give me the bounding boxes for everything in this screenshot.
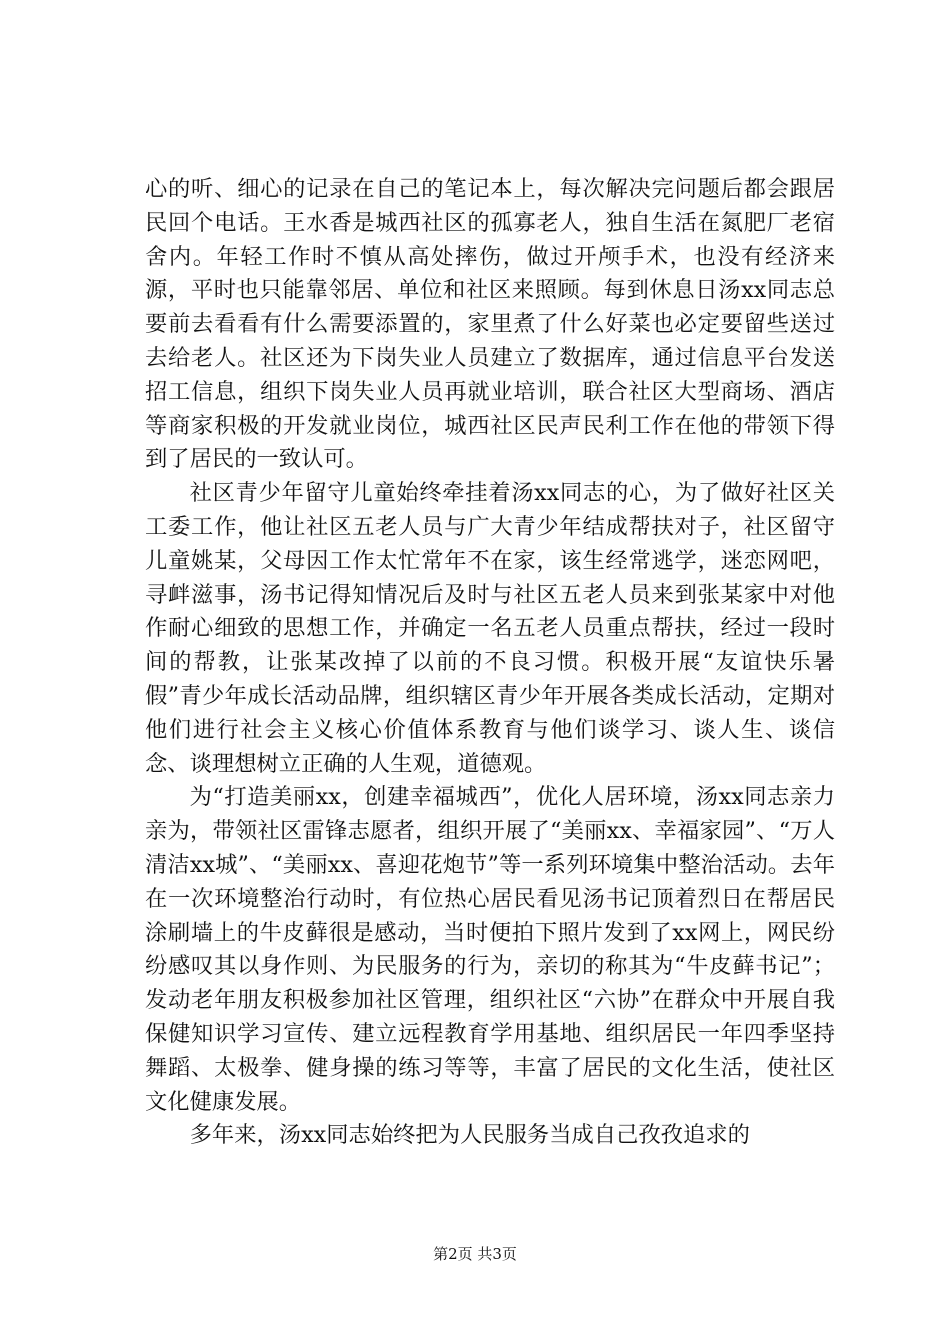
- paragraph-3: 为“打造美丽xx，创建幸福城西”，优化人居环境，汤xx同志亲力亲为，带领社区雷锋志愿者，组织开展了“美丽xx、幸福家园”、“万人清洁xx城”、“美丽xx、喜迎花炮节”等一系列环境集中整治活动。去年在一次环境整治行动时，有位热心居民看见汤书记顶着烈日在帮居民涂刷墙上的牛皮藓很是感动，当时便拍下照片发到了xx网上，网民纷纷感叹其以身作则、为民服务的行为，亲切的称其为“牛皮藓书记”；发动老年朋友积极参加社区管理，组织社区“六协”在群众中开展自我保健知识学习宣传、建立远程教育学用基地、组织居民一年四季坚持舞蹈、太极拳、健身操的练习等等，丰富了居民的文化生活，使社区文化健康发展。: [145, 784, 835, 1115]
- paragraph-1: 心的听、细心的记录在自己的笔记本上，每次解决完问题后都会跟居民回个电话。王水香是城西社区的孤寡老人，独自生活在氮肥厂老宿舍内。年轻工作时不慎从高处摔伤，做过开颅手术，也没有经济来源，平时也只能靠邻居、单位和社区来照顾。每到休息日汤xx同志总要前去看看有什么需要添置的，家里煮了什么好菜也必定要留些送过去给老人。社区还为下岗失业人员建立了数据库，通过信息平台发送招工信息，组织下岗失业人员再就业培训，联合社区大型商场、酒店等商家积极的开发就业岗位，城西社区民声民利工作在他的带领下得到了居民的一致认可。: [145, 176, 835, 473]
- page-footer: 第2页 共3页: [433, 1245, 517, 1263]
- paragraph-4: 多年来，汤xx同志始终把为人民服务当成自己孜孜追求的: [189, 1122, 750, 1149]
- paragraph-2: 社区青少年留守儿童始终牵挂着汤xx同志的心，为了做好社区关工委工作，他让社区五老人员与广大青少年结成帮扶对子，社区留守儿童姚某，父母因工作太忙常年不在家，该生经常逃学，迷恋网吧，寻衅滋事，汤书记得知情况后及时与社区五老人员来到张某家中对他作耐心细致的思想工作，并确定一名五老人员重点帮扶，经过一段时间的帮教，让张某改掉了以前的不良习惯。积极开展“友谊快乐暑假”青少年成长活动品牌，组织辖区青少年开展各类成长活动，定期对他们进行社会主义核心价值体系教育与他们谈学习、谈人生、谈信念、谈理想树立正确的人生观，道德观。: [145, 480, 835, 777]
- body-text: [145, 173, 835, 1153]
